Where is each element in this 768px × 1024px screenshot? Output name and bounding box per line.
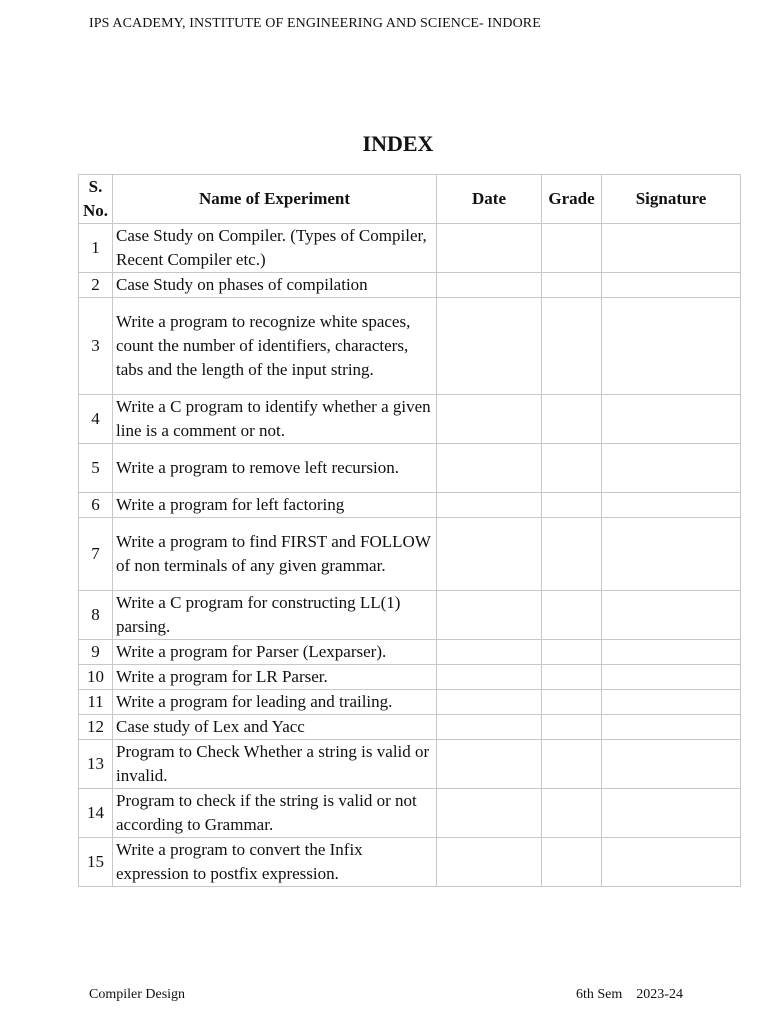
cell-experiment-name: Write a program to recognize white spaces, count the number of identifiers, characters, tabs and the length of the input string. — [113, 298, 437, 395]
cell-sno: 1 — [79, 224, 113, 273]
footer-semester-year — [576, 987, 683, 1003]
cell-signature — [602, 518, 741, 591]
table-row — [79, 395, 741, 444]
cell-signature — [602, 444, 741, 493]
cell-signature — [602, 298, 741, 395]
cell-signature — [602, 591, 741, 640]
cell-experiment-name: Write a program for left factoring — [113, 493, 437, 518]
cell-experiment-name: Write a C program for constructing LL(1) parsing. — [113, 591, 437, 640]
cell-date — [437, 273, 542, 298]
cell-experiment-name: Write a C program to identify whether a given line is a comment or not. — [113, 395, 437, 444]
table-row — [79, 298, 741, 395]
footer-semester: 6th Sem — [576, 987, 623, 1002]
cell-date — [437, 298, 542, 395]
page-header: IPS ACADEMY, INSTITUTE OF ENGINEERING AND SCIENCE- INDORE — [89, 16, 541, 31]
cell-signature — [602, 740, 741, 789]
cell-date — [437, 444, 542, 493]
cell-date — [437, 224, 542, 273]
cell-date — [437, 715, 542, 740]
table-row — [79, 493, 741, 518]
cell-sno: 13 — [79, 740, 113, 789]
cell-grade — [542, 740, 602, 789]
footer-subject: Compiler Design — [89, 987, 186, 1002]
table-row — [79, 518, 741, 591]
page-title: INDEX — [362, 131, 434, 156]
table-header-row — [79, 175, 741, 224]
cell-signature — [602, 690, 741, 715]
table-row — [79, 444, 741, 493]
table-row — [79, 224, 741, 273]
table-row — [79, 640, 741, 665]
cell-sno: 2 — [79, 273, 113, 298]
cell-sno: 14 — [79, 789, 113, 838]
cell-sno: 9 — [79, 640, 113, 665]
cell-grade — [542, 591, 602, 640]
cell-experiment-name: Write a program to find FIRST and FOLLOW of non terminals of any given grammar. — [113, 518, 437, 591]
cell-experiment-name: Program to Check Whether a string is valid or invalid. — [113, 740, 437, 789]
cell-grade — [542, 838, 602, 887]
table-row — [79, 789, 741, 838]
footer-year: 2023-24 — [636, 987, 683, 1002]
table-row — [79, 740, 741, 789]
table-row — [79, 273, 741, 298]
cell-date — [437, 493, 542, 518]
table-row — [79, 665, 741, 690]
column-header-signature: Signature — [602, 175, 741, 224]
cell-sno: 10 — [79, 665, 113, 690]
cell-experiment-name: Write a program for leading and trailing. — [113, 690, 437, 715]
cell-grade — [542, 665, 602, 690]
cell-grade — [542, 518, 602, 591]
cell-experiment-name: Case study of Lex and Yacc — [113, 715, 437, 740]
cell-date — [437, 789, 542, 838]
cell-date — [437, 690, 542, 715]
cell-grade — [542, 690, 602, 715]
cell-signature — [602, 493, 741, 518]
table-row — [79, 690, 741, 715]
cell-date — [437, 591, 542, 640]
cell-date — [437, 640, 542, 665]
cell-date — [437, 838, 542, 887]
column-header-sno: S. No. — [79, 175, 113, 224]
cell-experiment-name: Write a program for Parser (Lexparser). — [113, 640, 437, 665]
cell-grade — [542, 273, 602, 298]
cell-grade — [542, 395, 602, 444]
column-header-grade: Grade — [542, 175, 602, 224]
cell-experiment-name: Write a program to convert the Infix expression to postfix expression. — [113, 838, 437, 887]
cell-experiment-name: Case Study on Compiler. (Types of Compiler, Recent Compiler etc.) — [113, 224, 437, 273]
cell-grade — [542, 789, 602, 838]
cell-grade — [542, 298, 602, 395]
cell-experiment-name: Write a program to remove left recursion. — [113, 444, 437, 493]
cell-grade — [542, 224, 602, 273]
cell-sno: 3 — [79, 298, 113, 395]
cell-signature — [602, 789, 741, 838]
column-header-date: Date — [437, 175, 542, 224]
cell-sno: 12 — [79, 715, 113, 740]
cell-sno: 4 — [79, 395, 113, 444]
table-row — [79, 838, 741, 887]
table-row — [79, 715, 741, 740]
cell-sno: 8 — [79, 591, 113, 640]
cell-sno: 5 — [79, 444, 113, 493]
cell-signature — [602, 838, 741, 887]
cell-experiment-name: Write a program for LR Parser. — [113, 665, 437, 690]
cell-grade — [542, 715, 602, 740]
cell-sno: 7 — [79, 518, 113, 591]
cell-experiment-name: Case Study on phases of compilation — [113, 273, 437, 298]
cell-signature — [602, 715, 741, 740]
cell-sno: 15 — [79, 838, 113, 887]
cell-grade — [542, 640, 602, 665]
cell-experiment-name: Program to check if the string is valid or not according to Grammar. — [113, 789, 437, 838]
cell-sno: 11 — [79, 690, 113, 715]
cell-signature — [602, 395, 741, 444]
table-row — [79, 591, 741, 640]
index-table — [78, 174, 741, 887]
cell-signature — [602, 224, 741, 273]
cell-signature — [602, 640, 741, 665]
cell-date — [437, 665, 542, 690]
cell-grade — [542, 493, 602, 518]
column-header-name: Name of Experiment — [113, 175, 437, 224]
cell-date — [437, 740, 542, 789]
cell-signature — [602, 665, 741, 690]
cell-date — [437, 518, 542, 591]
cell-grade — [542, 444, 602, 493]
cell-sno: 6 — [79, 493, 113, 518]
cell-signature — [602, 273, 741, 298]
cell-date — [437, 395, 542, 444]
